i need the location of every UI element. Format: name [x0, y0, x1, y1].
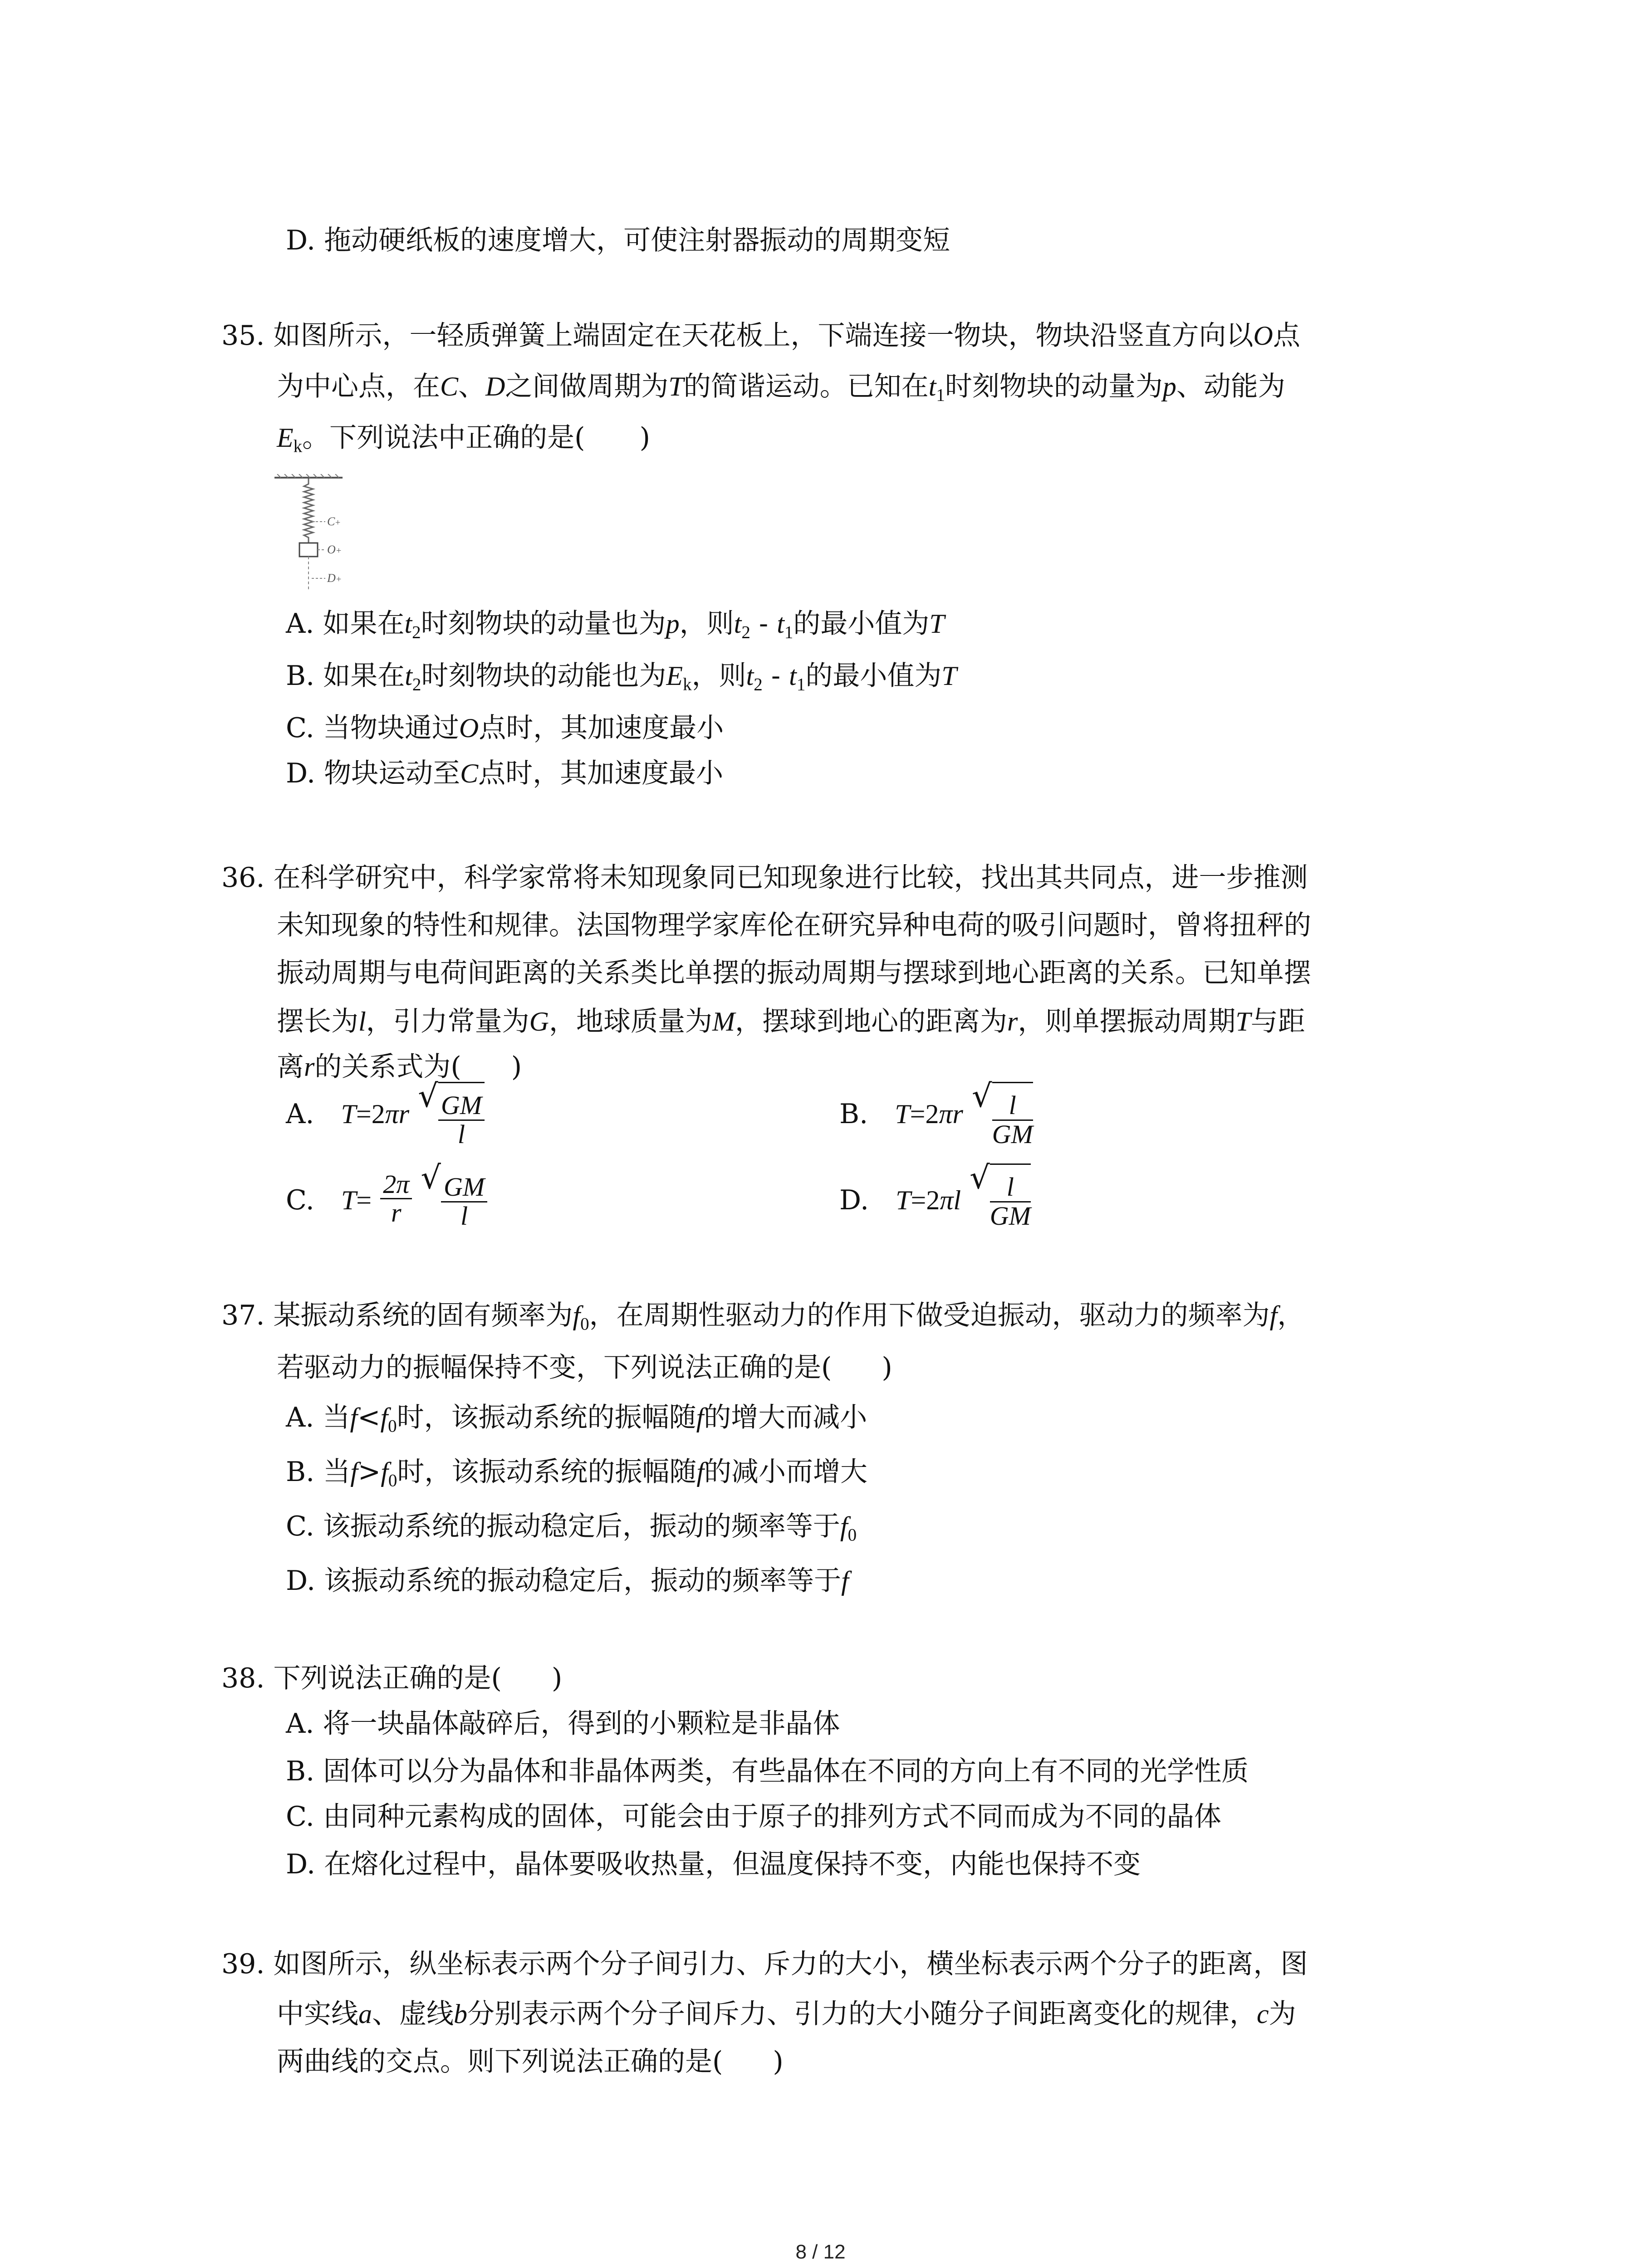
q37-option-a [286, 1404, 867, 1435]
q35-text: 如图所示，一轻质弹簧上端固定在天花板上，下端连接一物块，物块沿竖直方向以 [273, 320, 1254, 352]
q35-option-text: ，则 [691, 660, 746, 692]
label-o: O [327, 543, 336, 556]
var-t2-sub: 2 [741, 622, 750, 642]
q35-option-b [286, 662, 957, 694]
sqrt-body [438, 1082, 485, 1149]
q37-option-text: B. 当 [286, 1456, 351, 1488]
formula-pi: π [939, 1099, 953, 1129]
q36-line-2: 未知现象的特性和规律。法国物理学家库伦在研究异种电荷的吸引问题时，曾将扭秤的 [277, 909, 1311, 941]
var-f: f [696, 1457, 705, 1487]
var-f0-base: f [840, 1511, 848, 1541]
fraction-den: r [391, 1198, 402, 1228]
q35-text: 时刻物块的动量为 [945, 371, 1163, 402]
fraction [441, 1173, 487, 1230]
var-t2 [746, 661, 763, 694]
var-c: c [1257, 1999, 1269, 2029]
sqrt [971, 1077, 1033, 1149]
q35-text: 、 [458, 371, 486, 402]
sqrt-sign: √ [421, 1158, 441, 1196]
formula-eq: =2 [356, 1099, 385, 1129]
fraction-num: l [992, 1092, 1033, 1121]
formula-pi: π [385, 1099, 399, 1129]
q39-text: 为 [1269, 1998, 1296, 2030]
var-o: O [459, 713, 479, 743]
var-t2-sub: 2 [412, 675, 421, 694]
q35-option-text: 点时，其加速度最小 [478, 758, 724, 789]
q37-text: ， [1277, 1300, 1305, 1331]
q36-text: 摆长为 [277, 1006, 358, 1037]
spring-figure [274, 474, 383, 596]
var-t2-base: t [405, 661, 412, 691]
var-f0 [573, 1300, 589, 1334]
q35-text: 的简谐运动。已知在 [683, 371, 929, 402]
formula-eq: = [356, 1185, 372, 1216]
var-f0-base: f [381, 1457, 388, 1487]
q37-text: ，在周期性驱动力的作用下做受迫振动，驱动力的频率为 [589, 1300, 1270, 1331]
var-o: O [1253, 321, 1273, 351]
block [299, 543, 318, 557]
var-t: T [1235, 1007, 1251, 1036]
var-b: b [454, 1999, 467, 2029]
var-a: a [358, 1999, 372, 2029]
fraction-num: GM [441, 1173, 487, 1202]
q37-option-text: 时，该振动系统的振幅随 [397, 1402, 696, 1433]
q36-line-3: 振动周期与电荷间距离的关系类比单摆的振动周期与摆球到地心距离的关系。已知单摆 [277, 957, 1311, 989]
fraction-den: l [460, 1201, 468, 1231]
q36-text: ，引力常量为 [366, 1006, 529, 1037]
var-f0-base: f [380, 1403, 388, 1432]
q38-option-a: A. 将一块晶体敲碎后，得到的小颗粒是非晶体 [286, 1708, 840, 1740]
label-d-dot: + [336, 574, 342, 584]
var-c: C [440, 371, 459, 401]
var-r: r [304, 1052, 315, 1082]
formula-l: l [953, 1185, 961, 1216]
q35-text: 为中心点，在 [277, 371, 440, 402]
sqrt-sign: √ [970, 1158, 990, 1196]
formula-eq: =2 [911, 1185, 940, 1216]
formula-r: r [398, 1099, 410, 1129]
q39-text: 中实线 [277, 1998, 358, 2030]
q35-option-a [286, 610, 945, 641]
var-c: C [460, 758, 479, 788]
q38-text: ) [551, 1662, 563, 1694]
q36-text: ，则单摆振动周期 [1018, 1006, 1236, 1037]
formula-r: r [952, 1099, 963, 1129]
q35-text: 之间做周期为 [505, 371, 669, 402]
var-f0-sub: 0 [580, 1314, 589, 1334]
q37-option-text: 时，该振动系统的振幅随 [397, 1456, 697, 1488]
fraction [992, 1092, 1033, 1149]
var-g: G [529, 1007, 549, 1036]
var-l: l [358, 1007, 366, 1036]
fraction-den: GM [992, 1119, 1033, 1149]
q36-option-d [839, 1158, 1031, 1231]
var-f: f [841, 1566, 849, 1596]
var-r: r [1007, 1007, 1018, 1036]
q37-option-text: 的减小而增大 [704, 1456, 868, 1488]
sqrt [421, 1158, 487, 1231]
var-f: f [350, 1403, 358, 1432]
var-t1 [928, 371, 945, 405]
q36-text: 的关系式为( [314, 1051, 461, 1083]
q36-option-b [839, 1077, 1033, 1149]
sqrt-sign: √ [418, 1077, 438, 1114]
var-m: M [712, 1007, 735, 1036]
q36-text: ，摆球到地心的距离为 [735, 1006, 1007, 1037]
minus-sign: - [762, 660, 789, 692]
var-t2-sub: 2 [754, 675, 763, 694]
formula-lhs: T [896, 1185, 911, 1216]
q38-option-d: D. 在熔化过程中，晶体要吸收热量，但温度保持不变，内能也保持不变 [286, 1848, 1141, 1880]
var-t1 [777, 609, 794, 642]
q39-line-2 [277, 2000, 1296, 2028]
formula-lhs: T [341, 1185, 357, 1216]
q35-option-text: C. 当物块通过 [286, 712, 459, 744]
q35-option-d [286, 760, 723, 787]
prev-option-d: D. 拖动硬纸板的速度增大，可使注射器振动的周期变短 [286, 225, 950, 256]
var-ek [277, 423, 303, 456]
var-ek-base: E [666, 661, 683, 691]
formula [341, 1099, 409, 1129]
option-label: B. [839, 1098, 868, 1130]
q35-line-3 [277, 424, 650, 455]
label-c: C [327, 515, 335, 528]
q36-line-5 [277, 1051, 522, 1083]
q36-option-c [286, 1158, 487, 1231]
label-o-dot: + [336, 546, 342, 556]
q36-text: 在科学研究中，科学家常将未知现象同已知现象进行比较，找出其共同点，进一步推测 [273, 862, 1308, 894]
q37-option-c [286, 1510, 857, 1545]
var-f0 [380, 1403, 397, 1436]
var-ek [666, 661, 692, 694]
var-t2 [405, 661, 421, 694]
fraction [380, 1171, 412, 1227]
option-label: A. [286, 1098, 314, 1130]
q37-number: 37. [221, 1300, 265, 1331]
var-f: f [350, 1457, 358, 1487]
var-t1-sub: 1 [936, 385, 945, 405]
minus-sign: - [750, 608, 777, 640]
var-f0-base: f [573, 1300, 581, 1330]
fraction [438, 1092, 485, 1149]
var-t1-base: t [789, 661, 797, 691]
q37-line-2 [277, 1354, 892, 1381]
var-f0 [840, 1511, 857, 1545]
q35-option-text: 时刻物块的动能也为 [421, 660, 666, 692]
sqrt-sign: √ [971, 1077, 992, 1114]
q36-line-1 [221, 862, 1308, 894]
fraction-den: GM [989, 1201, 1031, 1231]
q37-option-b [286, 1458, 867, 1490]
formula-lhs: T [895, 1099, 910, 1129]
q36-text: 离 [277, 1051, 304, 1083]
formula-eq: =2 [910, 1099, 939, 1129]
var-ek-sub: k [683, 675, 692, 694]
var-t2-base: t [734, 609, 742, 639]
q36-option-a [286, 1077, 485, 1149]
var-f0-sub: 0 [388, 1471, 397, 1491]
q35-line-2 [277, 373, 1285, 404]
q35-text: 。下列说法中正确的是( [302, 422, 585, 454]
q39-line-3 [277, 2048, 784, 2075]
label-d: D [327, 572, 336, 585]
var-p: p [666, 609, 680, 639]
page-number: 8 / 12 [795, 2241, 846, 2263]
q35-option-text: 的最小值为 [805, 660, 942, 692]
q37-option-text: D. 该振动系统的振动稳定后，振动的频率等于 [286, 1565, 842, 1597]
q39-text: ) [773, 2046, 784, 2077]
var-t: T [929, 609, 945, 639]
q39-text: 如图所示，纵坐标表示两个分子间引力、斥力的大小，横坐标表示两个分子的距离，图 [273, 1948, 1308, 1980]
formula-pi: π [940, 1185, 954, 1216]
formula [895, 1099, 963, 1129]
var-t1 [789, 661, 806, 694]
q37-option-text: 的增大而减小 [704, 1402, 867, 1433]
option-label: D. [839, 1184, 869, 1217]
q35-option-text: D. 物块运动至 [286, 758, 460, 789]
var-f0-sub: 0 [388, 1416, 397, 1436]
q39-text: 两曲线的交点。则下列说法正确的是( [277, 2046, 723, 2077]
q38-text: 下列说法正确的是( [273, 1662, 502, 1694]
var-t1-base: t [928, 371, 936, 401]
var-t: T [941, 661, 957, 691]
var-p: p [1162, 371, 1176, 401]
sqrt-body [989, 1163, 1031, 1231]
var-t2 [734, 609, 750, 642]
q35-line-1 [221, 320, 1300, 352]
q35-text: ) [639, 422, 650, 454]
var-t1-sub: 1 [796, 675, 806, 694]
fraction-num: l [990, 1173, 1031, 1202]
q38-option-c: C. 由同种元素构成的固体，可能会由于原子的排列方式不同而成为不同的晶体 [286, 1801, 1221, 1833]
q37-text: 某振动系统的固有频率为 [273, 1300, 573, 1331]
q35-text: 点 [1273, 320, 1300, 352]
fraction-num: 2π [380, 1171, 412, 1200]
var-t1-base: t [777, 609, 784, 639]
var-f: f [696, 1403, 704, 1432]
q36-line-4 [277, 1008, 1305, 1035]
q36-text: ，地球质量为 [549, 1006, 713, 1037]
q35-option-text: 时刻物块的动量也为 [421, 608, 666, 640]
q35-text: 、动能为 [1176, 371, 1285, 402]
sqrt-body [441, 1163, 487, 1231]
q35-number: 35. [221, 320, 265, 352]
var-t2-base: t [404, 609, 412, 639]
q35-option-text: ，则 [679, 608, 734, 640]
q36-number: 36. [221, 862, 265, 894]
var-ek-base: E [277, 423, 294, 453]
q37-text: ) [882, 1352, 892, 1383]
option-label: C. [286, 1184, 314, 1217]
var-t: T [668, 371, 684, 401]
q37-option-d [286, 1565, 849, 1597]
var-d: D [485, 371, 505, 401]
var-ek-sub: k [293, 436, 303, 456]
q39-number: 39. [221, 1948, 265, 1980]
q35-option-text: 点时，其加速度最小 [479, 712, 724, 744]
spring [304, 479, 313, 543]
q35-option-text: B. 如果在 [286, 660, 405, 692]
label-c-dot: + [335, 518, 341, 528]
var-t2 [404, 609, 421, 642]
var-f0 [381, 1457, 397, 1491]
q38-option-b: B. 固体可以分为晶体和非晶体两类，有些晶体在不同的方向上有不同的光学性质 [286, 1755, 1249, 1787]
fraction-num: GM [438, 1092, 485, 1121]
q36-text: 与距 [1250, 1006, 1305, 1037]
var-t2-base: t [746, 661, 754, 691]
sqrt [970, 1158, 1031, 1231]
var-f0-sub: 0 [847, 1525, 857, 1545]
var-t2-sub: 2 [412, 622, 421, 642]
var-f: f [1269, 1300, 1278, 1330]
q37-option-text: A. 当 [286, 1402, 350, 1433]
q35-option-text: A. 如果在 [286, 608, 405, 640]
less-than: < [358, 1402, 381, 1433]
q38-stem [221, 1662, 563, 1694]
q35-option-text: 的最小值为 [793, 608, 930, 640]
q37-text: 若驱动力的振幅保持不变，下列说法正确的是( [277, 1352, 832, 1383]
fraction-den: l [457, 1119, 465, 1149]
q39-text: 分别表示两个分子间斥力、引力的大小随分子间距离变化的规律， [467, 1998, 1257, 2030]
q39-text: 、虚线 [372, 1998, 454, 2030]
fraction [990, 1173, 1031, 1230]
q36-text: ) [511, 1051, 522, 1083]
q37-option-text: C. 该振动系统的振动稳定后，振动的频率等于 [286, 1510, 840, 1542]
greater-than: > [358, 1456, 381, 1488]
formula [896, 1185, 961, 1215]
formula [341, 1185, 372, 1215]
sqrt [418, 1077, 485, 1149]
q38-number: 38. [221, 1662, 265, 1694]
var-t1-sub: 1 [784, 622, 794, 642]
q35-option-c [286, 714, 724, 742]
formula-lhs: T [341, 1099, 356, 1129]
sqrt-body [992, 1082, 1033, 1149]
q37-line-1 [221, 1302, 1304, 1333]
q39-line-1 [221, 1950, 1308, 1978]
